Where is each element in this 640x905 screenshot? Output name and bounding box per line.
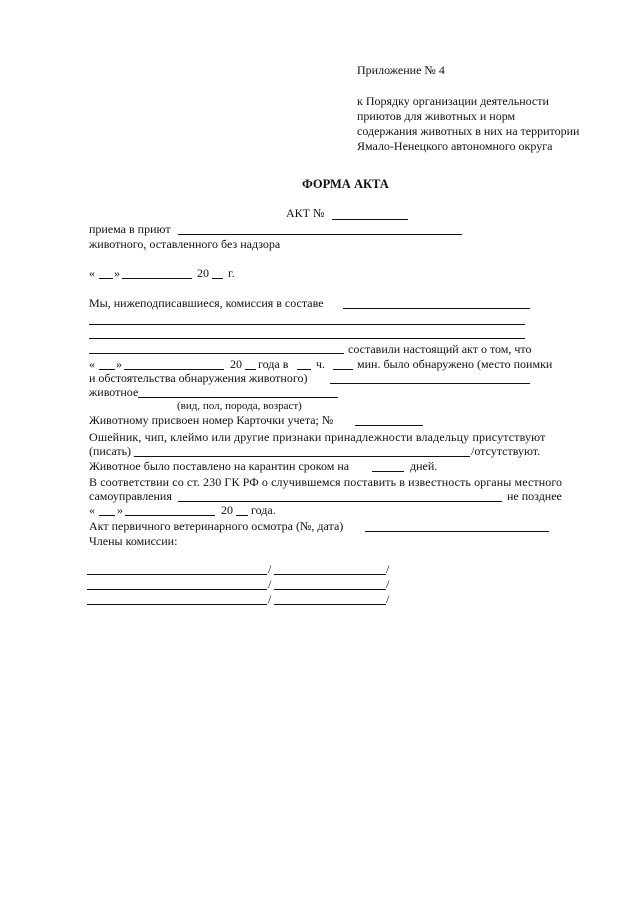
gk-prefix: самоуправления [89, 489, 172, 503]
gk-year-field[interactable] [236, 515, 248, 516]
commission-field-3[interactable] [89, 338, 525, 339]
commission-composed-text: составили настоящий акт о том, что [348, 342, 532, 356]
commission-field-1[interactable] [343, 308, 530, 309]
card-number-label: Животному присвоен номер Карточки учета; № [89, 413, 334, 427]
collar-text: Ошейник, чип, клеймо или другие признаки принадлежности владельцу присутствуют [89, 430, 546, 444]
circumstances-label: и обстоятельства обнаружения животного) [89, 371, 308, 385]
appendix-line-1: к Порядку организации деятельности [357, 94, 549, 108]
member-1-name-field[interactable] [87, 574, 267, 575]
gk-month-field[interactable] [125, 515, 215, 516]
circumstances-field[interactable] [330, 383, 530, 384]
date-month-field[interactable] [122, 278, 192, 279]
date-year-prefix: 20 [197, 266, 209, 280]
discovery-open-quote: « [89, 357, 95, 371]
appendix-line-4: Ямало-Ненецкого автономного округа [357, 139, 553, 153]
animal-hint: (вид, пол, порода, возраст) [177, 400, 302, 412]
member-2-slash: / [268, 577, 272, 591]
act-number-field[interactable] [332, 219, 408, 220]
gk-close-quote: » [117, 503, 123, 517]
date-day-field[interactable] [99, 278, 113, 279]
discovery-month-field[interactable] [124, 369, 224, 370]
quarantine-days-field[interactable] [372, 471, 404, 472]
member-2-signature-field[interactable] [274, 589, 386, 590]
discovery-close-quote: » [116, 357, 122, 371]
discovery-year-suffix: года в [258, 357, 289, 371]
animal-label: животное [89, 385, 139, 399]
discovery-minute-label: мин. было обнаружено (место поимки [357, 357, 553, 371]
gk-open-quote: « [89, 503, 95, 517]
member-3-signature-field[interactable] [274, 604, 386, 605]
member-2-slash-end: / [386, 577, 390, 591]
member-1-signature-field[interactable] [274, 574, 386, 575]
discovery-year-prefix: 20 [230, 357, 242, 371]
gk-text: В соответствии со ст. 230 ГК РФ о случившемся поставить в известность органы местного [89, 475, 563, 489]
discovery-day-field[interactable] [99, 369, 115, 370]
appendix-number: Приложение № 4 [357, 63, 445, 77]
gk-authority-field[interactable] [178, 501, 502, 502]
member-1-slash-end: / [386, 562, 390, 576]
discovery-hour-label: ч. [316, 357, 326, 371]
commission-label: Мы, нижеподписавшиеся, комиссия в составе [89, 296, 324, 310]
collar-suffix: /отсутствуют. [471, 444, 541, 458]
members-label: Члены комиссии: [89, 534, 178, 548]
quarantine-label: Животное было поставлено на карантин сроком на [89, 459, 350, 473]
gk-year-prefix: 20 [221, 503, 233, 517]
intake-shelter-field[interactable] [178, 234, 462, 235]
commission-field-2[interactable] [89, 324, 525, 325]
discovery-year-field[interactable] [245, 369, 256, 370]
vet-field[interactable] [365, 531, 549, 532]
appendix-line-2: приютов для животных и норм [357, 109, 516, 123]
member-2-name-field[interactable] [87, 589, 267, 590]
discovery-minute-field[interactable] [333, 369, 353, 370]
quarantine-suffix: дней. [410, 459, 438, 473]
gk-year-suffix: года. [251, 503, 276, 517]
appendix-line-3: содержания животных в них на территории [357, 124, 580, 138]
member-3-name-field[interactable] [87, 604, 267, 605]
member-3-slash: / [268, 592, 272, 606]
vet-label: Акт первичного ветеринарного осмотра (№, дата) [89, 519, 344, 533]
collar-prefix: (писать) [89, 444, 132, 458]
member-3-slash-end: / [386, 592, 390, 606]
intake-animal-label: животного, оставленного без надзора [89, 237, 281, 251]
card-number-field[interactable] [355, 425, 423, 426]
date-year-suffix: г. [228, 266, 235, 280]
intake-label: приема в приют [89, 222, 171, 236]
collar-field[interactable] [134, 456, 470, 457]
commission-field-4[interactable] [89, 353, 344, 354]
date-close-quote: » [114, 266, 120, 280]
date-year-field[interactable] [212, 278, 223, 279]
act-number-label: АКТ № [286, 206, 325, 220]
animal-field[interactable] [138, 397, 338, 398]
form-title: ФОРМА АКТА [302, 177, 389, 191]
date-open-quote: « [89, 266, 95, 280]
gk-day-field[interactable] [99, 515, 115, 516]
gk-suffix: не позднее [507, 489, 562, 503]
member-1-slash: / [268, 562, 272, 576]
discovery-hour-field[interactable] [297, 369, 311, 370]
